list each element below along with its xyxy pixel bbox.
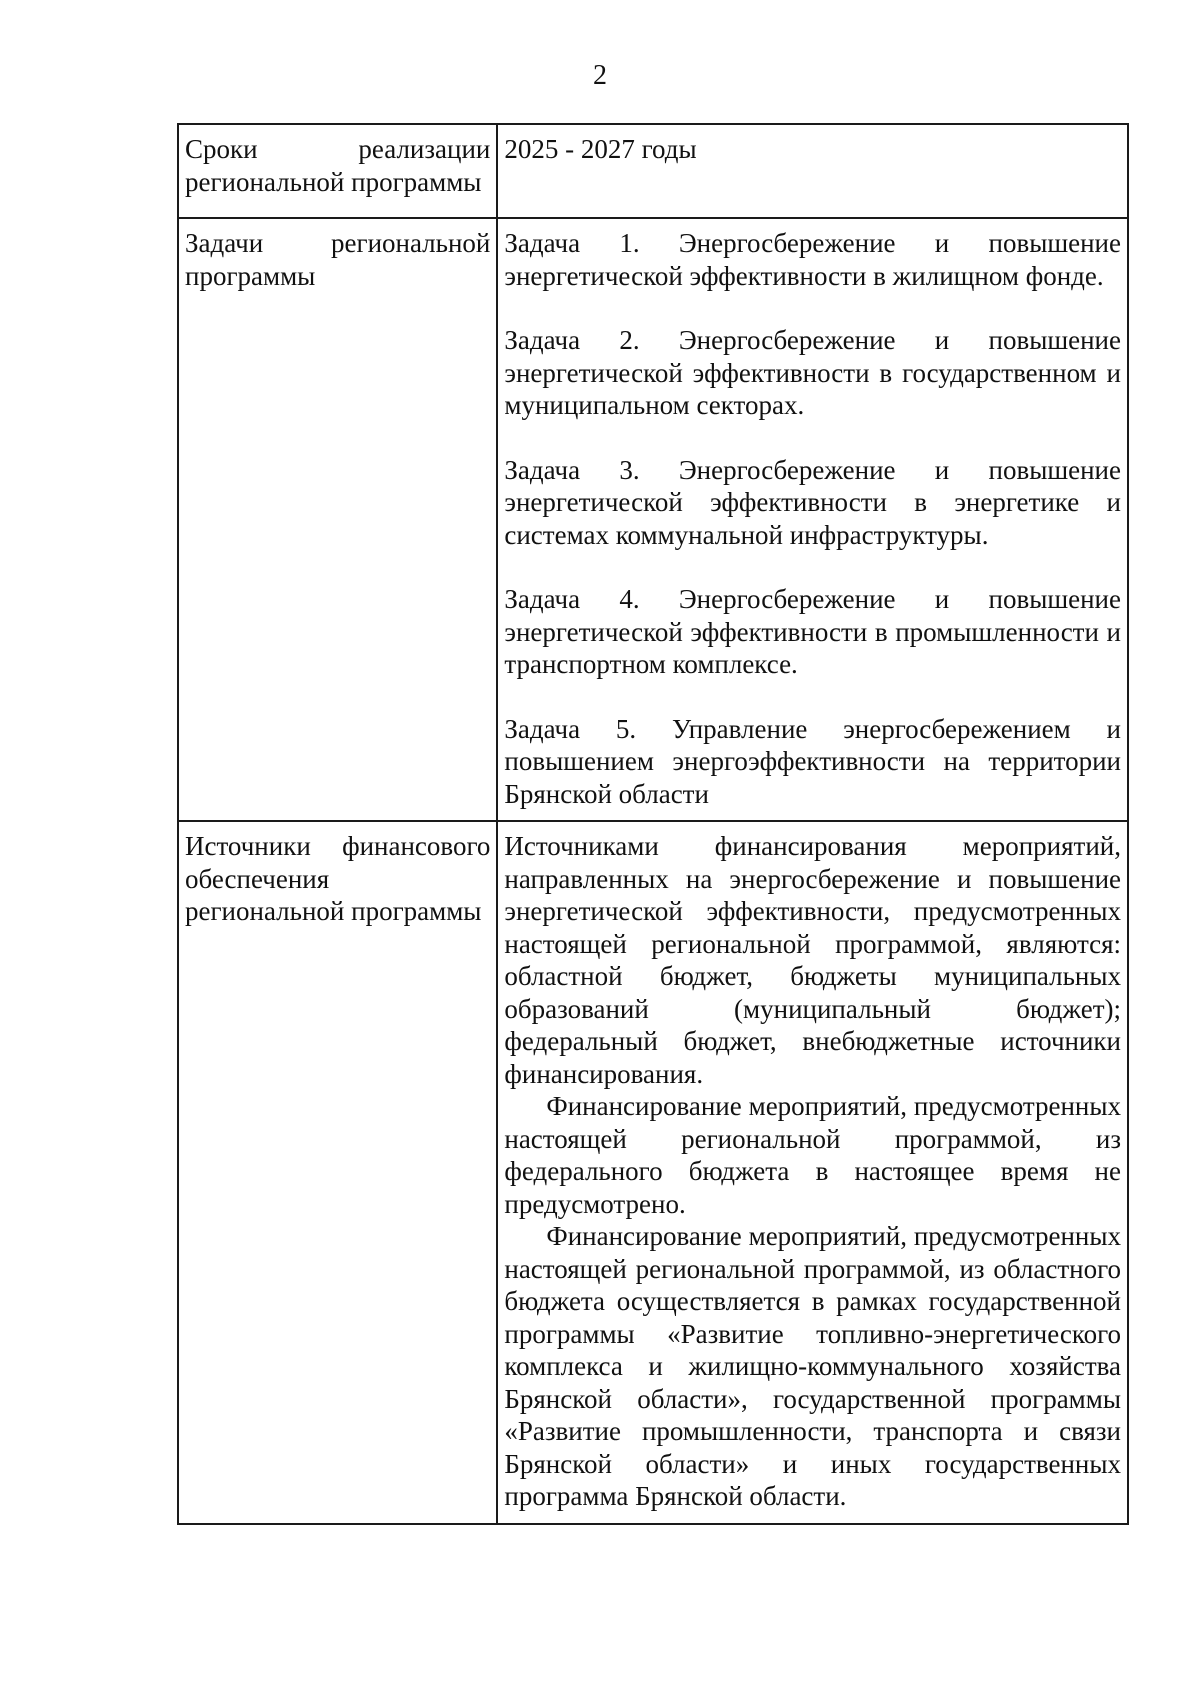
task-4: Задача 4. Энергосбережение и повышение энергетической эффективности в промышленности и транспортном комплексе. [504, 584, 1121, 679]
table-row-period [178, 124, 1128, 218]
row-label-period: Сроки реализации региональной программы [178, 124, 497, 218]
funding-paragraph-1: Источниками финансирования мероприятий, направленных на энергосбережение и повышение энергетической эффективности, предусмотренных настоящей региональной программой, являются: областной бюджет, бюджеты муниципальных образований (муниципальный бюджет); федеральный бюджет, внебюджетные источники финансирования. [504, 831, 1121, 1089]
row-content-funding [497, 821, 1128, 1524]
row-content-period [497, 124, 1128, 218]
funding-paragraph-2: Финансирование мероприятий, предусмотренных настоящей региональной программой, из федерального бюджета в настоящее время не предусмотрено. [504, 1091, 1121, 1219]
task-5: Задача 5. Управление энергосбережением и повышением энергоэффективности на территории Брянской области [504, 713, 1121, 809]
task-3: Задача 3. Энергосбережение и повышение энергетической эффективности в энергетике и системах коммунальной инфраструктуры. [504, 454, 1121, 550]
period-text: 2025 - 2027 годы [504, 134, 697, 164]
row-label-funding: Источники финансового обеспечения региональной программы [178, 821, 497, 1524]
task-1: Задача 1. Энергосбережение и повышение энергетической эффективности в жилищном фонде. [504, 228, 1121, 291]
table-row-tasks [178, 218, 1128, 821]
program-passport-table [177, 123, 1129, 1525]
row-content-tasks [497, 218, 1128, 821]
page-number: 2 [593, 60, 607, 91]
task-2: Задача 2. Энергосбережение и повышение энергетической эффективности в государственном и муниципальном секторах. [504, 325, 1121, 420]
table-row-funding [178, 821, 1128, 1524]
row-label-tasks: Задачи региональной программы [178, 218, 497, 821]
funding-paragraph-3: Финансирование мероприятий, предусмотренных настоящей региональной программой, из областного бюджета осуществляется в рамках государственной программы «Развитие топливно-энергетического комплекса и жилищно-коммунального хозяйства Брянской области», государственной программы «Развитие промышленности, транспорта и связи Брянской области» и иных государственных программа Брянской области. [504, 1221, 1121, 1511]
